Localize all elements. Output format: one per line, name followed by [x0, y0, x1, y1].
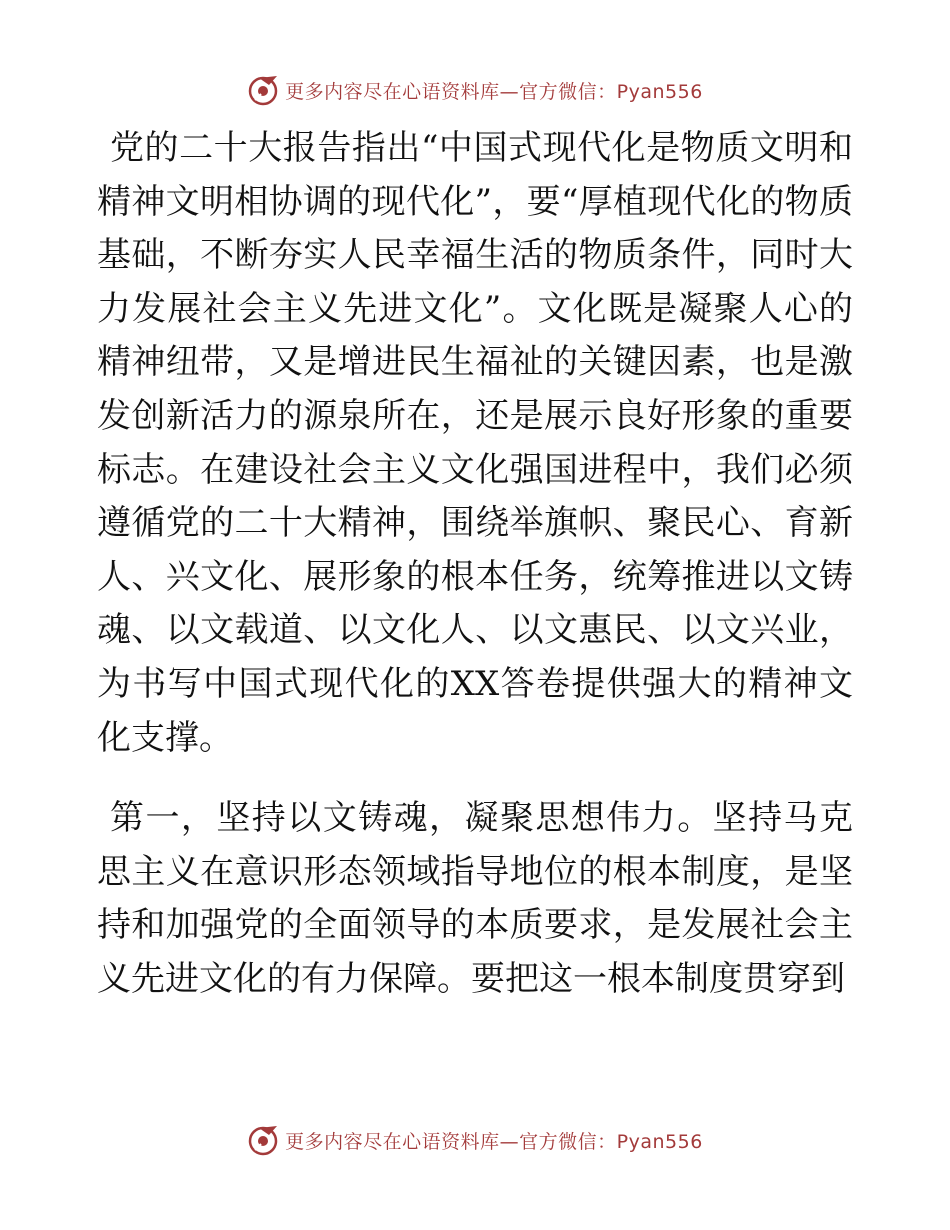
document-body: [97, 122, 853, 1007]
pen-nib-circle-icon: [247, 1123, 281, 1157]
header-banner-text: 更多内容尽在心语资料库—官方微信：Pyan556: [285, 80, 703, 103]
paragraph-intro: 党的二十大报告指出“中国式现代化是物质文明和精神文明相协调的现代化”，要“厚植现代化的物质基础，不断夯实人民幸福生活的物质条件，同时大力发展社会主义先进文化”。文化既是凝聚人心的精神纽带，又是增进民生福祉的关键因素，也是激发创新活力的源泉所在，还是展示良好形象的重要标志。在建设社会主义文化强国进程中，我们必须遵循党的二十大精神，围绕举旗帜、聚民心、育新人、兴文化、展形象的根本任务，统筹推进以文铸魂、以文载道、以文化人、以文惠民、以文兴业，为书写中国式现代化的XX答卷提供强大的精神文化支撑。: [97, 128, 853, 758]
pen-nib-circle-icon: [247, 73, 281, 107]
footer-banner: [0, 1120, 950, 1160]
header-banner: [0, 70, 950, 110]
footer-banner-text: 更多内容尽在心语资料库—官方微信：Pyan556: [285, 1130, 703, 1153]
paragraph-first-point: 第一，坚持以文铸魂，凝聚思想伟力。坚持马克思主义在意识形态领域指导地位的根本制度，是坚持和加强党的全面领导的本质要求，是发展社会主义先进文化的有力保障。要把这一根本制度贯穿到: [97, 798, 853, 999]
